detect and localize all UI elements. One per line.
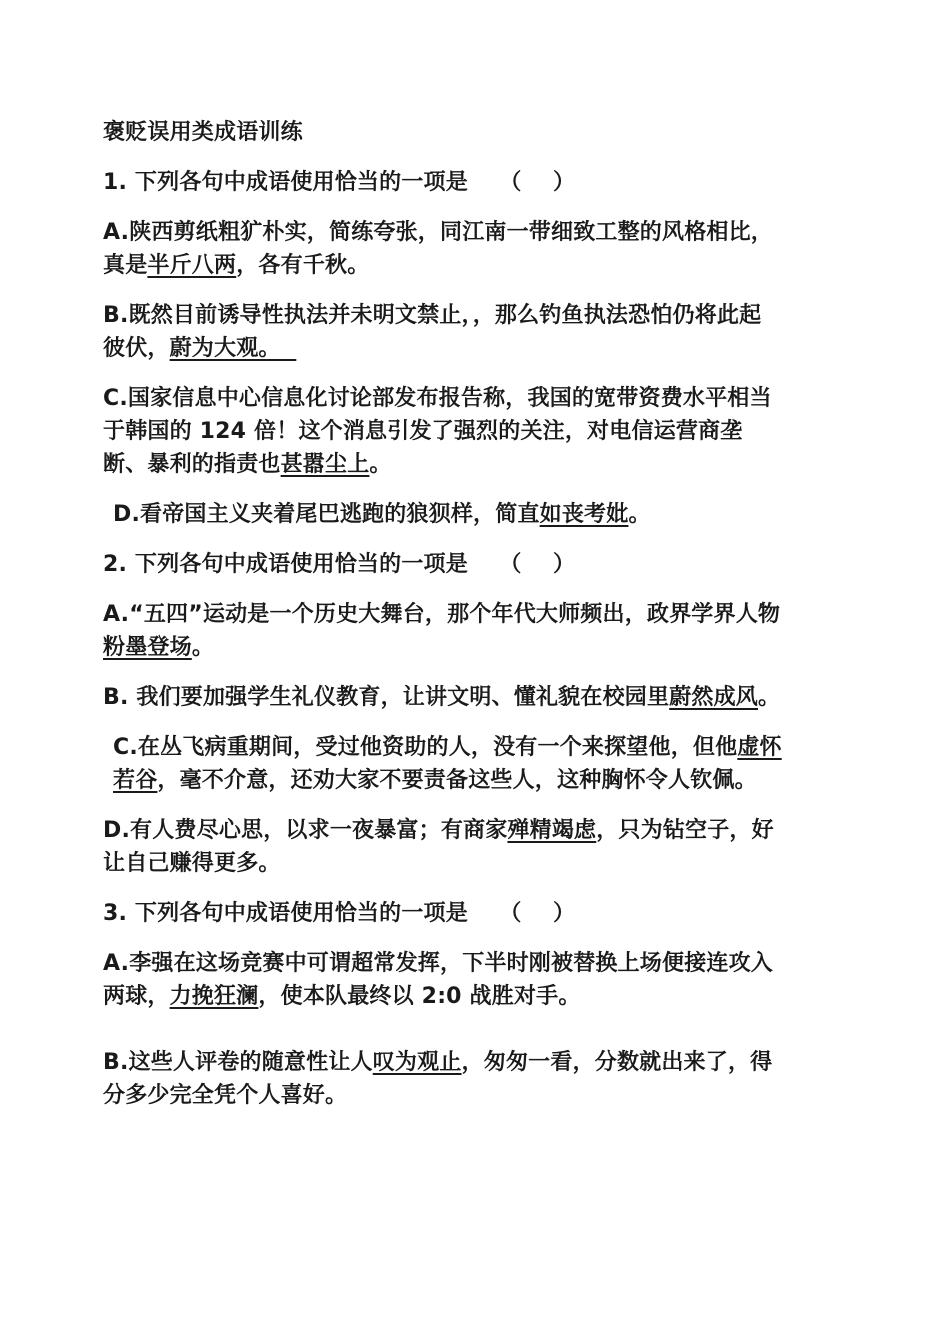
option-d: D.看帝国主义夹着尾巴逃跑的狼狈样，简直如丧考妣。 [113, 502, 651, 527]
idiom-underlined: 叹为观止 [372, 1050, 462, 1075]
idiom-underlined: 粉墨登场 [103, 635, 192, 660]
option-d: D.有人费尽心思，以求一夜暴富；有商家殚精竭虑，只为钻空子，好让自己赚得更多。 [103, 818, 774, 876]
option-b: B. 我们要加强学生礼仪教育，让讲文明、懂礼貌在校园里蔚然成风。 [103, 685, 781, 710]
option-a: A.陕西剪纸粗犷朴实，简练夸张，同江南一带细致工整的风格相比，真是半斤八两，各有千秋。 [103, 220, 773, 278]
idiom-underlined: 蔚然成风 [669, 685, 758, 710]
document-title: 褒贬误用类成语训练 [103, 120, 303, 145]
question-stem: 3. 下列各句中成语使用恰当的一项是 （ ） [103, 901, 576, 926]
idiom-underlined: 力挽狂澜 [169, 984, 259, 1009]
question-stem: 2. 下列各句中成语使用恰当的一项是 （ ） [103, 552, 576, 577]
option-b: B.既然目前诱导性执法并未明文禁止，，那么钓鱼执法恐怕仍将此起彼伏，蔚为大观。 [103, 303, 762, 361]
option-a: A.李强在这场竞赛中可谓超常发挥，下半时刚被替换上场便接连攻入两球，力挽狂澜，使本队最终以 2:0 战胜对手。 [103, 951, 773, 1009]
idiom-underlined: 半斤八两 [147, 253, 237, 278]
idiom-underlined: 如丧考妣 [539, 502, 629, 527]
idiom-underlined: 殚精竭虑 [507, 818, 597, 843]
option-c: C.国家信息中心信息化讨论部发布报告称，我国的宽带资费水平相当于韩国的 124 倍！这个消息引发了强烈的关注，对电信运营商垄断、暴利的指责也甚嚣尘上。 [103, 386, 772, 477]
idiom-underlined: 虚怀若谷 [113, 735, 782, 793]
option-c: C.在丛飞病重期间，受过他资助的人，没有一个来探望他，但他虚怀若谷，毫不介意，还劝大家不要责备这些人，这种胸怀令人钦佩。 [113, 735, 782, 793]
option-b: B.这些人评卷的随意性让人叹为观止，匆匆一看，分数就出来了，得分多少完全凭个人喜好。 [103, 1050, 773, 1108]
idiom-underlined: 蔚为大观。 [169, 336, 297, 361]
option-a: A.“五四”运动是一个历史大舞台，那个年代大师频出，政界学界人物粉墨登场。 [103, 602, 781, 660]
question-stem: 1. 下列各句中成语使用恰当的一项是 （ ） [103, 170, 576, 195]
document-page [103, 116, 783, 1129]
idiom-underlined: 甚嚣尘上 [280, 452, 370, 477]
